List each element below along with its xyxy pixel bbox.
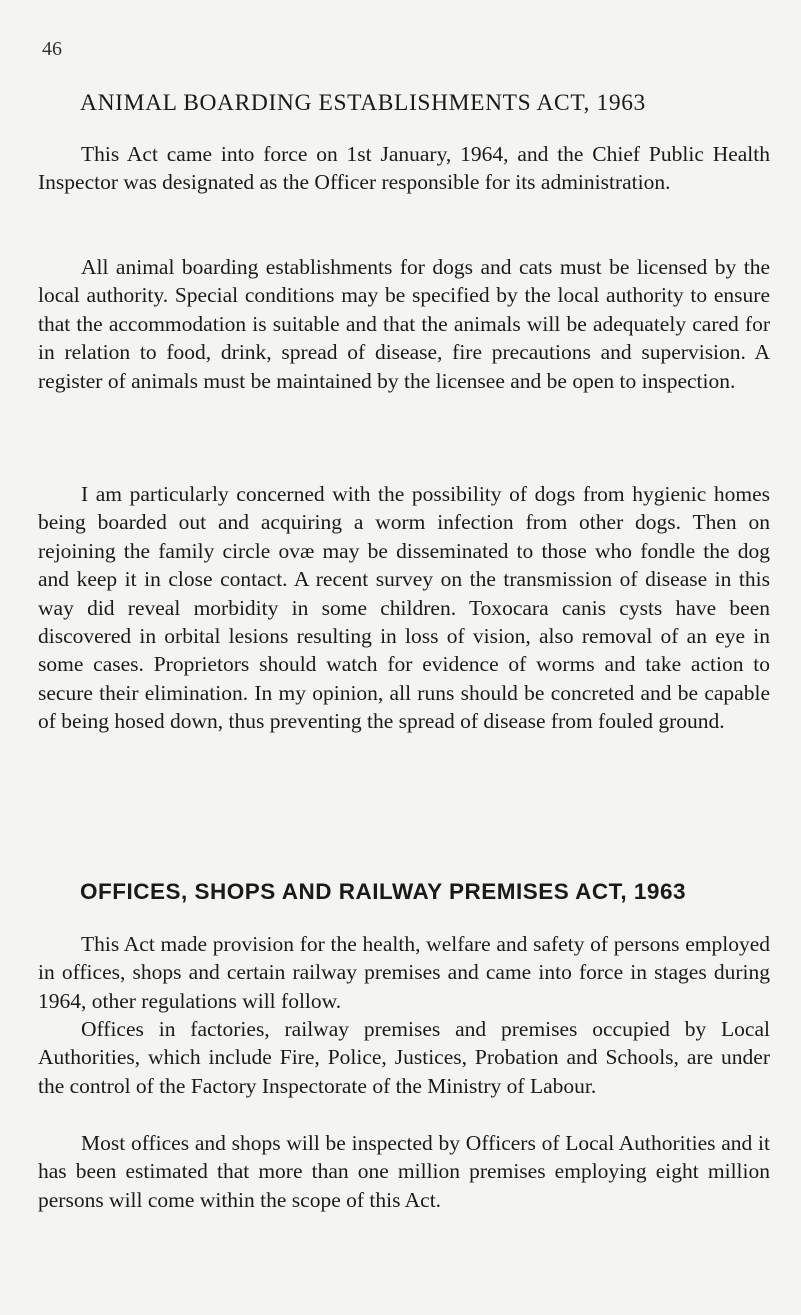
paragraph: This Act came into force on 1st January, 1964, and the Chief Public Health Inspector was designated as the Officer responsible for its administration. bbox=[38, 142, 770, 195]
section-title-animal-boarding: ANIMAL BOARDING ESTABLISHMENTS ACT, 1963 bbox=[80, 90, 646, 116]
section-title-offices-shops: OFFICES, SHOPS AND RAILWAY PREMISES ACT, 1963 bbox=[80, 879, 686, 904]
paragraph: Offices in factories, railway premises and premises occupied by Local Authorities, which include Fire, Police, Justices, Probation and Schools, are under the control of the Factory Inspectorate of the Ministry of Labour. bbox=[38, 1017, 770, 1098]
paragraph: I am particularly concerned with the possibility of dogs from hygienic homes being boarded out and acquiring a worm infection from other dogs. Then on rejoining the family circle ovæ may be disseminated to those who fondle the dog and keep it in close contact. A recent survey on the transmission of disease in this way did reveal morbidity in some children. Toxocara canis cysts have been discovered in orbital lesions resulting in loss of vision, also removal of an eye in some cases. Proprietors should watch for evidence of worms and take action to secure their elimination. In my opinion, all runs should be concreted and be capable of being hosed down, thus preventing the spread of disease from fouled ground. bbox=[38, 482, 770, 734]
paragraph: All animal boarding establishments for dogs and cats must be licensed by the local authority. Special conditions may be specified by the local authority to ensure that the accommodation is suitable and that the animals will be adequately cared for in relation to food, drink, spread of disease, fire precautions and supervision. A register of animals must be maintained by the licensee and be open to inspection. bbox=[38, 255, 770, 393]
page-number: 46 bbox=[42, 38, 62, 60]
paragraph: Most offices and shops will be inspected by Officers of Local Authorities and it has been estimated that more than one million premises employing eight million persons will come within the scope of this Act. bbox=[38, 1131, 770, 1212]
paragraph: This Act made provision for the health, welfare and safety of persons employed in offices, shops and certain railway premises and came into force in stages during 1964, other regulations will follow. bbox=[38, 932, 770, 1013]
